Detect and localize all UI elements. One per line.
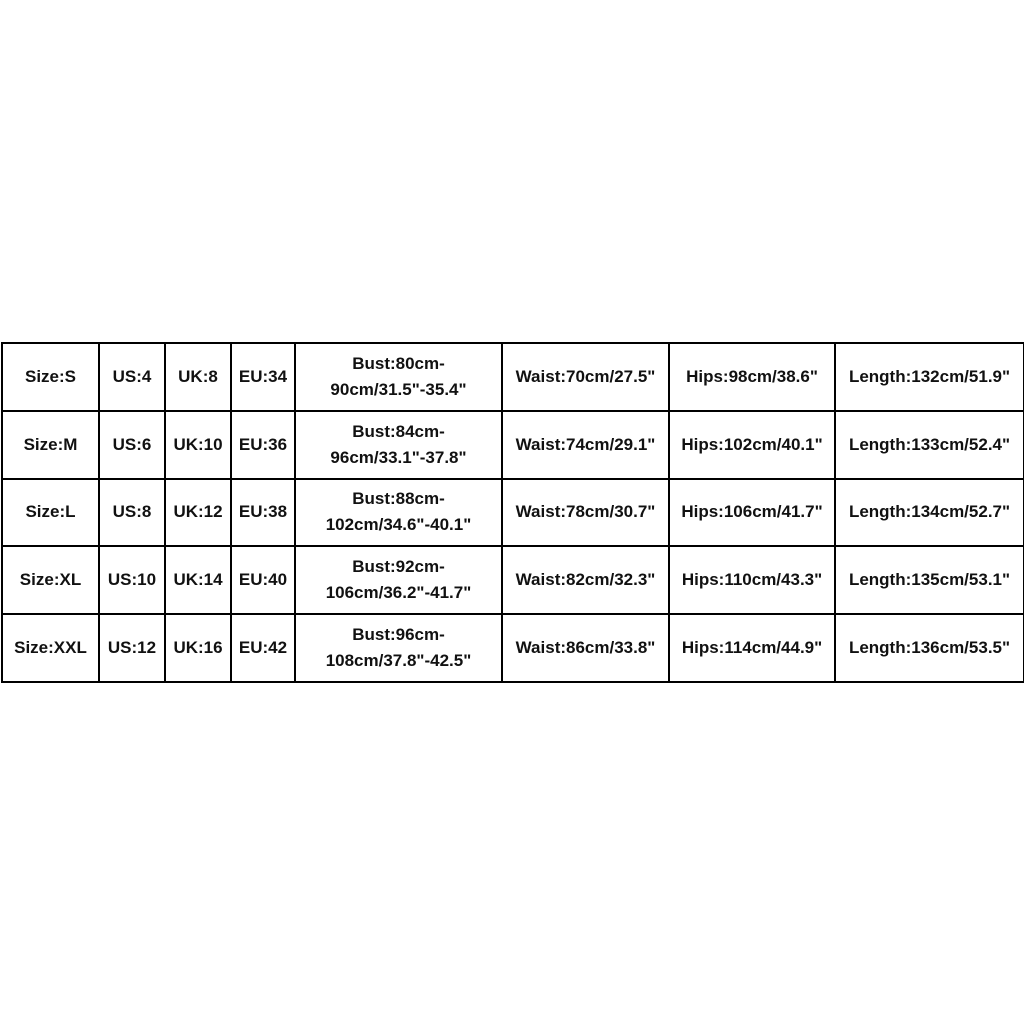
waist-cell: Waist:74cm/29.1": [502, 411, 669, 479]
bust-line-2: 90cm/31.5"-35.4": [330, 379, 467, 399]
bust-line-1: Bust:84cm-: [352, 421, 445, 441]
eu-size-cell: EU:42: [231, 614, 295, 682]
waist-cell: Waist:82cm/32.3": [502, 546, 669, 614]
eu-size-cell: EU:34: [231, 343, 295, 411]
bust-cell: [295, 479, 502, 547]
length-cell: Length:132cm/51.9": [835, 343, 1024, 411]
bust-line-2: 106cm/36.2"-41.7": [325, 583, 472, 603]
bust-line-1: Bust:80cm-: [352, 353, 445, 373]
size-chart-table: [1, 342, 1024, 683]
bust-line-2: 102cm/34.6"-40.1": [325, 515, 472, 535]
size-cell: Size:XXL: [2, 614, 99, 682]
hips-cell: Hips:98cm/38.6": [669, 343, 835, 411]
us-size-cell: US:4: [99, 343, 165, 411]
bust-cell: [295, 546, 502, 614]
table-row: [2, 614, 1024, 682]
waist-cell: Waist:86cm/33.8": [502, 614, 669, 682]
us-size-cell: US:10: [99, 546, 165, 614]
table-row: [2, 479, 1024, 547]
waist-cell: Waist:70cm/27.5": [502, 343, 669, 411]
us-size-cell: US:6: [99, 411, 165, 479]
bust-cell: [295, 411, 502, 479]
bust-cell: [295, 614, 502, 682]
uk-size-cell: UK:10: [165, 411, 231, 479]
eu-size-cell: EU:38: [231, 479, 295, 547]
uk-size-cell: UK:12: [165, 479, 231, 547]
length-cell: Length:135cm/53.1": [835, 546, 1024, 614]
hips-cell: Hips:106cm/41.7": [669, 479, 835, 547]
bust-line-1: Bust:88cm-: [352, 489, 445, 509]
length-cell: Length:133cm/52.4": [835, 411, 1024, 479]
length-cell: Length:136cm/53.5": [835, 614, 1024, 682]
us-size-cell: US:12: [99, 614, 165, 682]
uk-size-cell: UK:8: [165, 343, 231, 411]
hips-cell: Hips:114cm/44.9": [669, 614, 835, 682]
length-cell: Length:134cm/52.7": [835, 479, 1024, 547]
uk-size-cell: UK:16: [165, 614, 231, 682]
bust-line-1: Bust:96cm-: [352, 625, 445, 645]
uk-size-cell: UK:14: [165, 546, 231, 614]
size-cell: Size:M: [2, 411, 99, 479]
size-cell: Size:S: [2, 343, 99, 411]
eu-size-cell: EU:36: [231, 411, 295, 479]
size-cell: Size:XL: [2, 546, 99, 614]
table-row: [2, 546, 1024, 614]
size-cell: Size:L: [2, 479, 99, 547]
waist-cell: Waist:78cm/30.7": [502, 479, 669, 547]
hips-cell: Hips:102cm/40.1": [669, 411, 835, 479]
table-row: [2, 411, 1024, 479]
bust-line-1: Bust:92cm-: [352, 557, 445, 577]
bust-line-2: 108cm/37.8"-42.5": [325, 651, 472, 671]
bust-cell: [295, 343, 502, 411]
eu-size-cell: EU:40: [231, 546, 295, 614]
bust-line-2: 96cm/33.1"-37.8": [330, 447, 467, 467]
table-row: [2, 343, 1024, 411]
hips-cell: Hips:110cm/43.3": [669, 546, 835, 614]
us-size-cell: US:8: [99, 479, 165, 547]
